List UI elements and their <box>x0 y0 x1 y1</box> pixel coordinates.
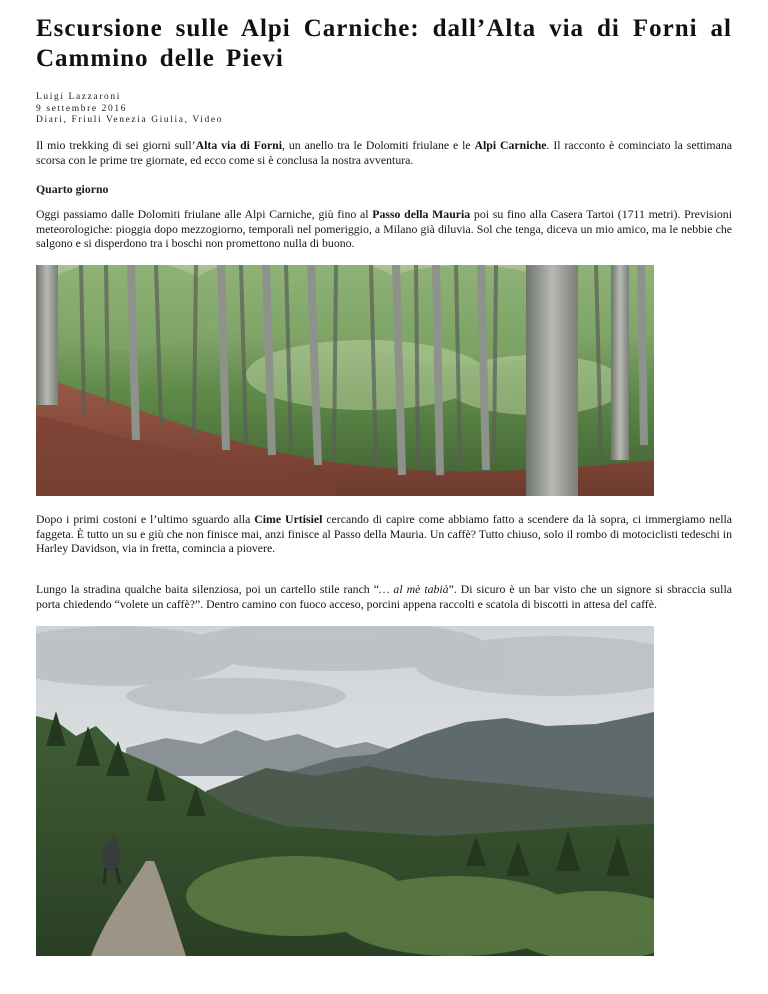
article-title: Escursione sulle Alpi Carniche: dall’Alta via di Forni al Cammino delle Pievi <box>36 15 732 72</box>
bar-text-1: Lungo la stradina qualche baita silenziosa, poi un cartello stile ranch “ <box>36 582 379 596</box>
alta-via-link[interactable]: Alta via di Forni <box>195 138 282 152</box>
mountain-trail-photo <box>36 626 654 956</box>
day4-paragraph <box>36 207 732 251</box>
day-heading: Quarto giorno <box>36 182 109 196</box>
intro-text-3: . Il racconto è cominciato la settimana scorsa con le prime tre giornate, ed ecco come si è conclusa la nostra avventura. <box>36 138 732 167</box>
mountain-trail-illustration <box>36 626 654 956</box>
article-meta <box>36 92 732 127</box>
author-link[interactable]: Luigi Lazzaroni <box>36 92 121 102</box>
alpi-carniche-link[interactable]: Alpi Carniche <box>474 138 547 152</box>
after-forest-paragraph <box>36 512 732 556</box>
after-forest-text-2: cercando di capire come abbiamo fatto a scendere da là sopra, ci immergiamo nella faggeta. È tutto un su e giù che non finisce mai, anzi finisce al Passo della Mauria. Un caffè? Tutto chiuso, solo il rombo di motociclisti tedeschi in Harley Davidson, via in fretta, comincia a piovere. <box>36 512 732 556</box>
publish-date: 9 settembre 2016 <box>36 103 128 114</box>
intro-text-1: Il mio trekking di sei giorni sull’ <box>36 138 196 152</box>
after-forest-text-1: Dopo i primi costoni e l’ultimo sguardo alla <box>36 512 255 526</box>
bar-sign-text: … al mè tabià <box>378 582 449 596</box>
beech-forest-illustration <box>36 265 654 496</box>
beech-forest-photo <box>36 265 654 496</box>
bar-paragraph <box>36 582 732 611</box>
category-links[interactable]: Diari, Friuli Venezia Giulia, Video <box>36 115 223 125</box>
passo-mauria-link[interactable]: Passo della Mauria <box>372 207 471 221</box>
intro-paragraph <box>36 138 732 167</box>
day4-text-1: Oggi passiamo dalle Dolomiti friulane alle Alpi Carniche, giù fino al <box>36 207 373 221</box>
article <box>36 14 732 611</box>
intro-text-2: , un anello tra le Dolomiti friulane e le <box>281 138 475 152</box>
day4-text-2: poi su fino alla Casera Tartoi (1711 metri). Previsioni meteorologiche: pioggia dopo mezzogiorno, temporali nel pomeriggio, a Milano già diluvia. Sol che tenga, diceva un mio amico, ma le nebbie che salgono e si disperdono tra i boschi non promettono nulla di buono. <box>36 207 732 251</box>
bar-text-2: ”. Di sicuro è un bar visto che un signore si sbraccia sulla porta chiedendo “volete un caffè?”. Dentro camino con fuoco acceso, porcini appena raccolti e scatola di biscotti in attesa del caffè. <box>36 582 732 611</box>
cime-urtisiel-link[interactable]: Cime Urtisiel <box>254 512 323 526</box>
